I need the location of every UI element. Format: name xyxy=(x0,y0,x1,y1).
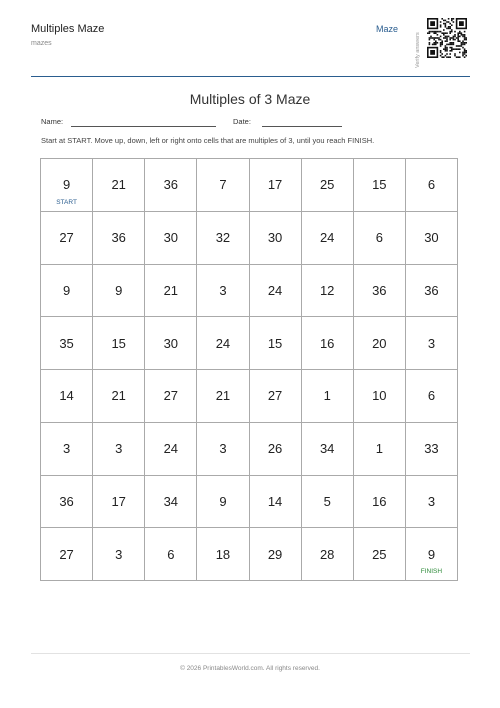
maze-cell-value: 30 xyxy=(163,230,179,246)
maze-cell-value: 15 xyxy=(267,335,283,351)
maze-cell-value: 12 xyxy=(319,282,335,298)
maze-cell[interactable] xyxy=(41,212,93,265)
maze-cell-value: 30 xyxy=(267,230,283,246)
maze-cell[interactable] xyxy=(197,370,249,423)
maze-cell[interactable] xyxy=(197,317,249,370)
maze-cell[interactable] xyxy=(302,370,354,423)
maze-cell[interactable] xyxy=(197,476,249,529)
maze-cell-value: 24 xyxy=(163,441,179,457)
maze-cell[interactable] xyxy=(41,476,93,529)
maze-cell[interactable] xyxy=(145,265,197,318)
maze-cell[interactable] xyxy=(406,476,458,529)
verify-answers-text: Verify answers xyxy=(415,32,421,68)
maze-cell[interactable] xyxy=(41,317,93,370)
maze-cell[interactable] xyxy=(93,476,145,529)
maze-cell-value: 9 xyxy=(219,493,227,509)
maze-cell-value: 6 xyxy=(167,546,175,562)
worksheet-title: Multiples of 3 Maze xyxy=(189,91,311,107)
maze-cell[interactable] xyxy=(354,476,406,529)
maze-cell-value: 29 xyxy=(267,546,283,562)
maze-cell[interactable] xyxy=(93,317,145,370)
maze-cell[interactable] xyxy=(197,159,249,212)
maze-cell[interactable] xyxy=(302,212,354,265)
maze-cell-value: 36 xyxy=(372,282,387,298)
maze-cell[interactable] xyxy=(41,265,93,318)
maze-cell[interactable] xyxy=(406,317,458,370)
name-label: Name: xyxy=(41,117,64,126)
maze-cell[interactable] xyxy=(354,159,406,212)
maze-cell-value: 3 xyxy=(427,493,436,509)
maze-cell-value: 27 xyxy=(267,388,283,404)
maze-cell-value: 3 xyxy=(115,441,123,457)
maze-cell[interactable] xyxy=(197,212,249,265)
brand-title: Multiples Maze xyxy=(31,23,105,35)
maze-cell[interactable] xyxy=(250,265,302,318)
maze-cell-value: 36 xyxy=(424,282,439,298)
finish-label: FINISH xyxy=(420,568,443,575)
maze-cell[interactable] xyxy=(250,476,302,529)
header-divider xyxy=(31,76,470,77)
maze-cell-value: 14 xyxy=(267,493,283,509)
maze-cell[interactable] xyxy=(250,370,302,423)
maze-cell[interactable] xyxy=(93,423,145,476)
maze-cell[interactable] xyxy=(302,317,354,370)
maze-cell[interactable] xyxy=(93,265,145,318)
maze-cell-value: 9 xyxy=(115,282,123,298)
maze-cell[interactable] xyxy=(354,317,406,370)
maze-cell-value: 21 xyxy=(111,388,126,404)
maze-cell-value: 30 xyxy=(424,230,439,246)
maze-cell-value: 27 xyxy=(163,388,179,404)
maze-cell[interactable] xyxy=(93,370,145,423)
maze-cell-value: 3 xyxy=(115,546,123,562)
maze-cell[interactable] xyxy=(145,212,197,265)
date-field[interactable] xyxy=(262,126,342,127)
maze-cell-value: 16 xyxy=(319,335,335,351)
maze-cell[interactable] xyxy=(302,423,354,476)
footer-copyright: © 2026 PrintablesWorld.com. All rights reserved. xyxy=(180,665,320,672)
maze-cell-value: 36 xyxy=(163,177,179,193)
maze-cell[interactable] xyxy=(354,370,406,423)
maze-cell-value: 34 xyxy=(163,493,179,509)
maze-cell[interactable] xyxy=(93,212,145,265)
maze-cell[interactable] xyxy=(41,159,93,212)
brand-subtitle: mazes xyxy=(31,40,52,47)
maze-cell[interactable] xyxy=(354,423,406,476)
maze-cell-value: 18 xyxy=(215,546,231,562)
maze-cell-value: 36 xyxy=(59,493,74,509)
maze-cell[interactable] xyxy=(197,528,249,581)
maze-cell[interactable] xyxy=(302,476,354,529)
maze-cell-value: 9 xyxy=(62,177,71,193)
maze-cell-value: 1 xyxy=(323,388,331,404)
maze-cell-value: 27 xyxy=(59,546,74,562)
category-label: Maze xyxy=(376,24,399,34)
maze-cell[interactable] xyxy=(145,528,197,581)
maze-cell[interactable] xyxy=(354,265,406,318)
maze-cell-value: 6 xyxy=(427,177,436,193)
maze-cell[interactable] xyxy=(41,528,93,581)
maze-cell-value: 3 xyxy=(62,441,71,457)
maze-cell[interactable] xyxy=(406,265,458,318)
maze-cell-value: 15 xyxy=(372,177,387,193)
maze-cell-value: 9 xyxy=(427,546,436,562)
maze-cell-value: 35 xyxy=(59,335,74,351)
maze-cell-value: 3 xyxy=(427,335,436,351)
maze-cell[interactable] xyxy=(250,159,302,212)
maze-cell-value: 34 xyxy=(319,441,335,457)
maze-cell-value: 32 xyxy=(215,230,231,246)
maze-cell-value: 15 xyxy=(111,335,126,351)
maze-cell-value: 24 xyxy=(267,282,283,298)
maze-cell-value: 5 xyxy=(323,493,331,509)
maze-cell[interactable] xyxy=(145,370,197,423)
maze-cell-value: 3 xyxy=(219,282,227,298)
maze-cell-value: 16 xyxy=(372,493,387,509)
maze-cell-value: 25 xyxy=(372,546,387,562)
maze-cell-value: 20 xyxy=(372,335,387,351)
maze-cell[interactable] xyxy=(406,212,458,265)
maze-cell[interactable] xyxy=(145,476,197,529)
maze-cell[interactable] xyxy=(302,265,354,318)
maze-cell[interactable] xyxy=(41,423,93,476)
date-label: Date: xyxy=(233,117,251,126)
maze-cell-value: 10 xyxy=(372,388,387,404)
maze-cell-value: 36 xyxy=(111,230,126,246)
maze-cell[interactable] xyxy=(406,423,458,476)
maze-cell-value: 1 xyxy=(375,441,383,457)
maze-cell[interactable] xyxy=(250,423,302,476)
maze-cell[interactable] xyxy=(41,370,93,423)
instructions: Start at START. Move up, down, left or right onto cells that are multiples of 3, until you reach FINISH. xyxy=(41,136,375,145)
maze-cell[interactable] xyxy=(406,528,458,581)
maze-cell-value: 17 xyxy=(111,493,126,509)
maze-cell-value: 28 xyxy=(319,546,335,562)
maze-cell[interactable] xyxy=(250,528,302,581)
maze-cell[interactable] xyxy=(302,159,354,212)
maze-cell[interactable] xyxy=(354,212,406,265)
maze-cell[interactable] xyxy=(145,317,197,370)
maze-cell-value: 21 xyxy=(163,282,179,298)
maze-cell-value: 17 xyxy=(267,177,283,193)
maze-cell[interactable] xyxy=(250,317,302,370)
maze-cell[interactable] xyxy=(354,528,406,581)
maze-cell-value: 26 xyxy=(267,441,283,457)
maze-cell[interactable] xyxy=(93,528,145,581)
maze-cell-value: 9 xyxy=(62,282,71,298)
qr-code-icon[interactable] xyxy=(427,18,467,58)
maze-cell[interactable] xyxy=(197,423,249,476)
maze-cell-value: 27 xyxy=(59,230,74,246)
maze-cell-value: 33 xyxy=(424,441,439,457)
maze-cell-value: 6 xyxy=(375,230,383,246)
maze-cell-value: 14 xyxy=(59,388,74,404)
maze-cell-value: 6 xyxy=(427,388,436,404)
maze-cell[interactable] xyxy=(406,159,458,212)
maze-cell[interactable] xyxy=(145,423,197,476)
maze-grid xyxy=(40,158,458,581)
maze-cell-value: 25 xyxy=(319,177,335,193)
maze-cell[interactable] xyxy=(250,212,302,265)
maze-cell-value: 21 xyxy=(215,388,231,404)
maze-cell[interactable] xyxy=(93,159,145,212)
verify-answers-label xyxy=(407,22,425,70)
maze-cell[interactable] xyxy=(197,265,249,318)
start-label: START xyxy=(56,198,77,206)
maze-cell-value: 3 xyxy=(219,441,227,457)
maze-cell[interactable] xyxy=(302,528,354,581)
maze-cell-value: 7 xyxy=(219,177,227,193)
maze-cell[interactable] xyxy=(145,159,197,212)
name-field[interactable] xyxy=(71,126,216,127)
maze-cell-value: 24 xyxy=(319,230,335,246)
maze-cell[interactable] xyxy=(406,370,458,423)
footer-divider xyxy=(31,653,470,654)
maze-cell-value: 30 xyxy=(163,335,179,351)
maze-cell-value: 21 xyxy=(111,177,126,193)
maze-cell-value: 24 xyxy=(215,335,231,351)
